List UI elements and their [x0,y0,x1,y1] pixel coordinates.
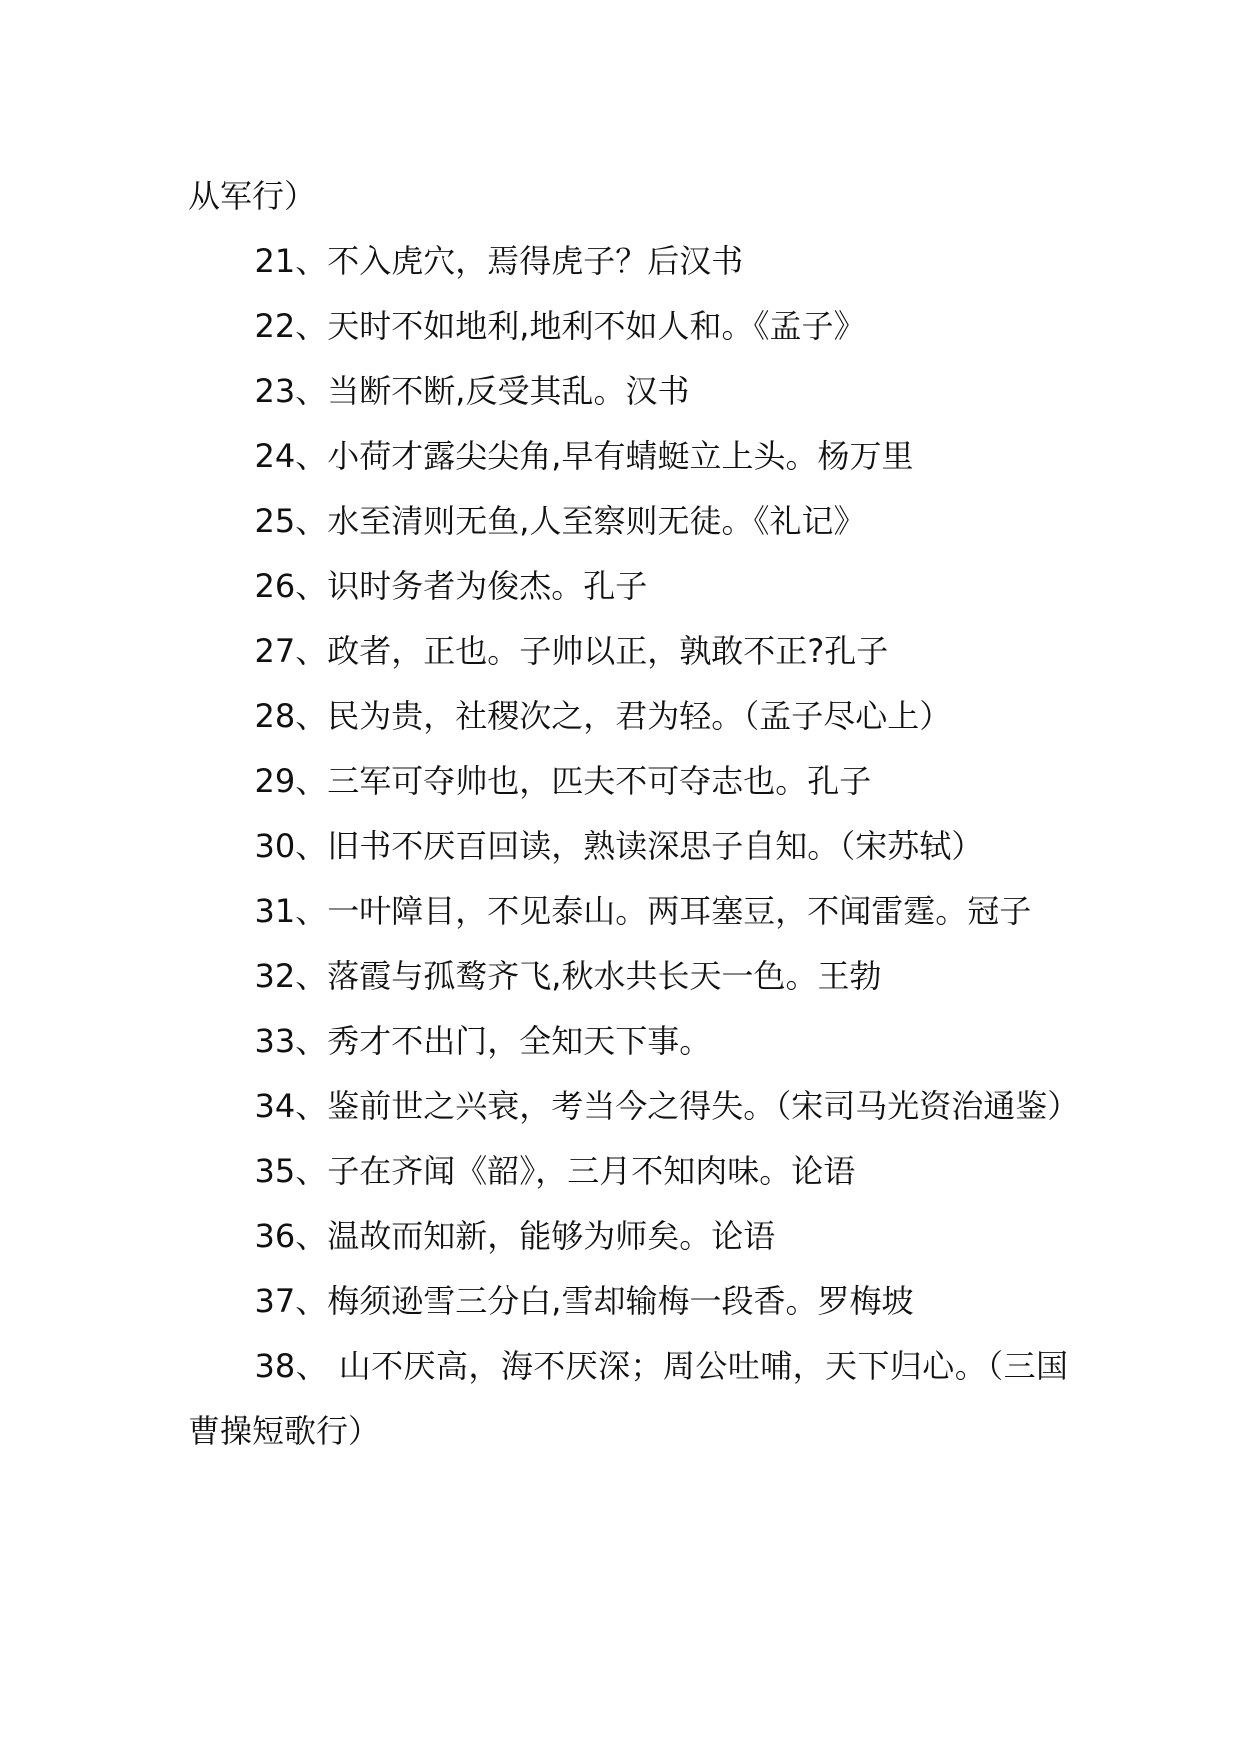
text-line: 21、不入虎穴，焉得虎子？后汉书 [254,242,744,280]
text-line: 22、天时不如地利,地利不如人和。《孟子》 [254,307,866,345]
text-line: 36、温故而知新，能够为师矣。论语 [254,1217,776,1255]
text-line: 26、识时务者为俊杰。孔子 [254,567,648,605]
text-line: 38、 山不厌高，海不厌深；周公吐哺，天下归心。（三国曹操短歌行） [188,1347,1068,1450]
text-line: 23、当断不断,反受其乱。汉书 [254,372,690,410]
text-line: 29、三军可夺帅也，匹夫不可夺志也。孔子 [254,762,872,800]
text-line: 27、政者，正也。子帅以正，孰敢不正?孔子 [254,632,889,670]
document-body [188,164,1080,1464]
text-line: 30、旧书不厌百回读，熟读深思子自知。（宋苏轼） [254,827,984,865]
text-line: 31、一叶障目，不见泰山。两耳塞豆，不闻雷霆。冠子 [254,892,1032,930]
text-line: 34、鉴前世之兴衰，考当今之得失。（宋司马光资治通鉴） [254,1087,1080,1125]
text-line: 从军行） [188,177,317,215]
text-line: 28、民为贵，社稷次之，君为轻。（孟子尽心上） [254,697,952,735]
text-line: 35、子在齐闻《韶》，三月不知肉味。论语 [254,1152,856,1190]
text-line: 37、梅须逊雪三分白,雪却输梅一段香。罗梅坡 [254,1282,914,1320]
text-line: 25、水至清则无鱼,人至察则无徒。《礼记》 [254,502,866,540]
text-line: 32、落霞与孤鹜齐飞,秋水共长天一色。王勃 [254,957,882,995]
text-line: 24、小荷才露尖尖角,早有蜻蜓立上头。杨万里 [254,437,914,475]
text-line: 33、秀才不出门，全知天下事。 [254,1022,712,1060]
